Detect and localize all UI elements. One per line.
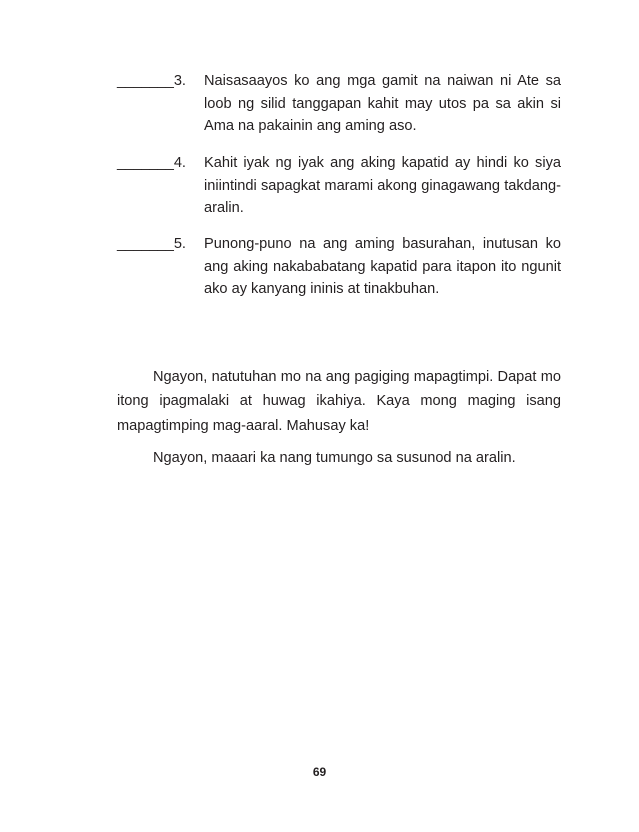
closing-paragraph: Ngayon, natutuhan mo na ang pagiging mapagtimpi. Dapat mo itong ipagmalaki at huwag ikahiya. Kaya mong maging isang mapagtimping mag-aaral. Mahusay ka! — [117, 368, 561, 434]
next-lesson-paragraph: Ngayon, maaari ka nang tumungo sa susunod na aralin. — [153, 449, 516, 466]
answer-blank: _______5. — [117, 236, 186, 252]
exercise-item-5 — [117, 233, 561, 301]
answer-blank: _______4. — [117, 155, 186, 171]
exercise-item-text: Kahit iyak ng iyak ang aking kapatid ay hindi ko siya iniintindi sapagkat marami akong ginagawang takdang-aralin. — [204, 155, 561, 216]
exercise-item-text: Naisasaayos ko ang mga gamit na naiwan ni Ate sa loob ng silid tanggapan kahit may utos pa sa akin si Ama na pakainin ang aming aso. — [204, 73, 561, 134]
exercise-item-3 — [117, 70, 561, 138]
page-number: 69 — [312, 765, 327, 779]
answer-blank: _______3. — [117, 73, 186, 89]
exercise-item-4 — [117, 152, 561, 220]
exercise-item-text: Punong-puno na ang aming basurahan, inutusan ko ang aking nakababatang kapatid para itapon ito ngunit ako ay kanyang ininis at tinakbuhan. — [204, 236, 561, 297]
